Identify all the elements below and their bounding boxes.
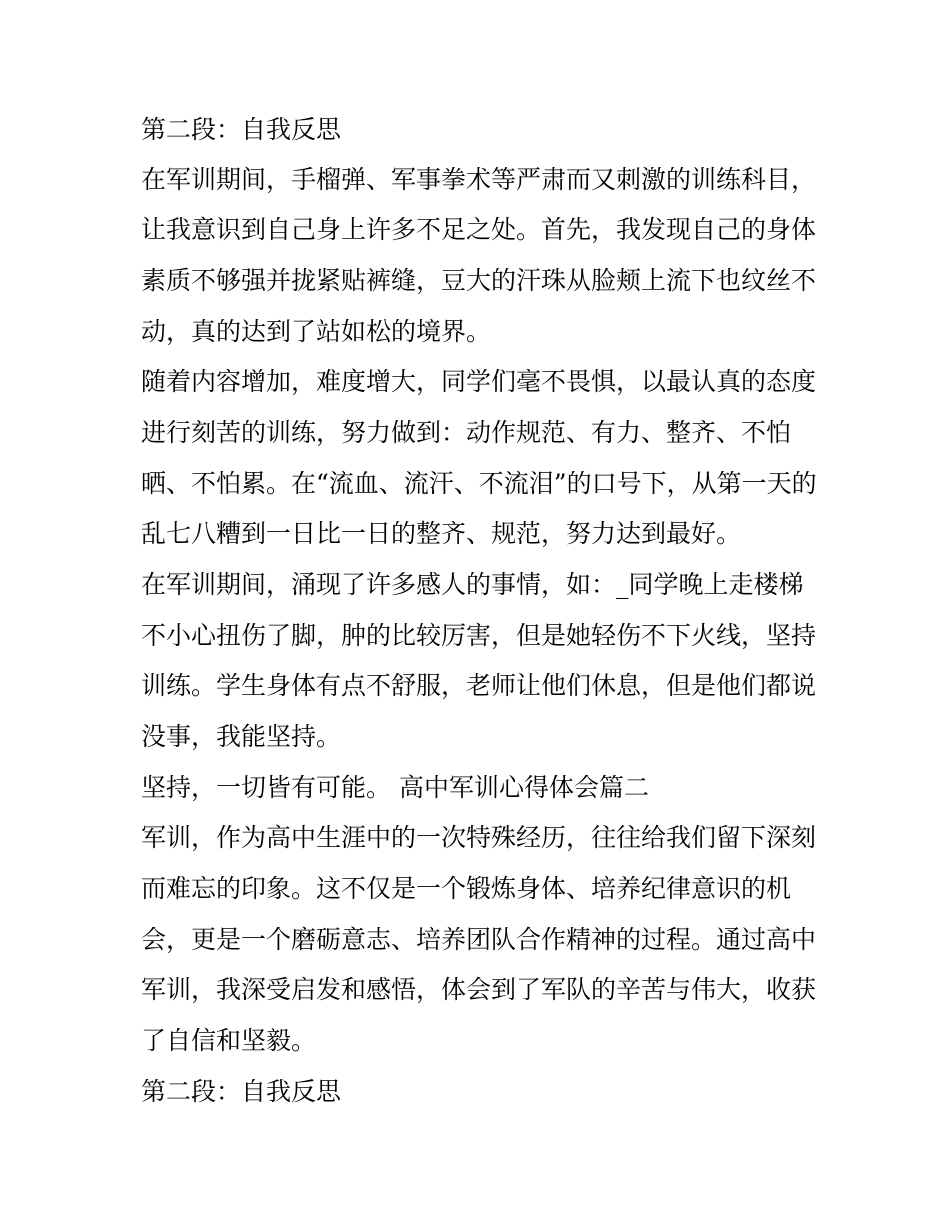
paragraph-line: 乱七八糟到一日比一日的整齐、规范，努力达到最好。 [141, 519, 742, 548]
paragraph-line: 训练。学生身体有点不舒服，老师让他们休息，但是他们都说 [141, 671, 817, 700]
paragraph-line: 军训，作为高中生涯中的一次特殊经历，往往给我们留下深刻 [141, 823, 817, 852]
section-heading: 第二段：自我反思 [141, 1077, 342, 1106]
paragraph-line: 晒、不怕累。在“流血、流汗、不流泪”的口号下，从第一天的 [141, 469, 817, 498]
paragraph-line: 而难忘的印象。这不仅是一个锻炼身体、培养纪律意识的机 [141, 874, 792, 903]
paragraph-line: 让我意识到自己身上许多不足之处。首先，我发现自己的身体 [141, 215, 817, 244]
paragraph-line: 了自信和坚毅。 [141, 1026, 317, 1055]
paragraph-line: 随着内容增加，难度增大，同学们毫不畏惧，以最认真的态度 [141, 367, 817, 396]
paragraph-line: 不小心扭伤了脚，肿的比较厉害，但是她轻伤不下火线，坚持 [141, 621, 817, 650]
paragraph-line: 军训，我深受启发和感悟，体会到了军队的辛苦与伟大，收获 [141, 975, 817, 1004]
paragraph-line: 进行刻苦的训练，努力做到：动作规范、有力、整齐、不怕 [141, 418, 792, 447]
paragraph-line: 在军训期间，涌现了许多感人的事情，如：_同学晚上走楼梯 [141, 570, 804, 599]
paragraph-line: 坚持，一切皆有可能。 高中军训心得体会篇二 [141, 773, 649, 802]
paragraph-line: 没事，我能坚持。 [141, 722, 342, 751]
section-heading: 第二段：自我反思 [141, 115, 342, 144]
paragraph-line: 素质不够强并拢紧贴裤缝，豆大的汗珠从脸颊上流下也纹丝不 [141, 266, 817, 295]
paragraph-line: 动，真的达到了站如松的境界。 [141, 317, 492, 346]
paragraph-line: 在军训期间，手榴弹、军事拳术等严肃而又刺激的训练科目， [141, 165, 817, 194]
paragraph-line: 会，更是一个磨砺意志、培养团队合作精神的过程。通过高中 [141, 925, 817, 954]
